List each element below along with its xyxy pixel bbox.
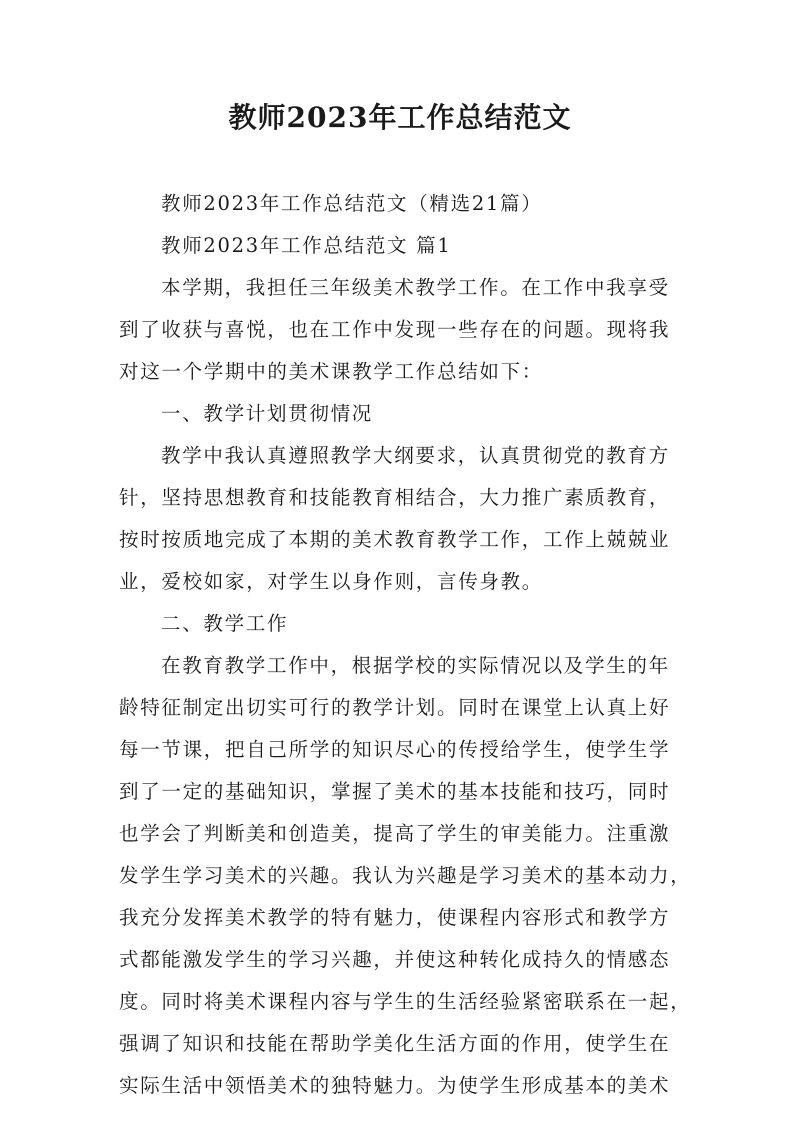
- body-line: 强调了知识和技能在帮助学美化生活方面的作用，使学生在: [119, 1032, 671, 1055]
- body-line: 二、教学工作: [161, 612, 289, 635]
- document-title: 教师2023年工作总结范文: [228, 101, 572, 134]
- body-line: 本学期，我担任三年级美术教学工作。在工作中我享受: [161, 276, 670, 299]
- body-line: 教师2023年工作总结范文 篇1: [161, 234, 452, 257]
- body-line: 到了收获与喜悦，也在工作中发现一些存在的问题。现将我: [119, 318, 671, 341]
- body-line: 业，爱校如家，对学生以身作则，言传身教。: [119, 570, 544, 593]
- body-line: 式都能激发学生的学习兴趣，并使这种转化成持久的情感态: [119, 948, 671, 971]
- body-line: 在教育教学工作中，根据学校的实际情况以及学生的年: [161, 654, 670, 677]
- body-line: 按时按质地完成了本期的美术教育教学工作，工作上兢兢业: [119, 528, 671, 551]
- body-line: 实际生活中领悟美术的独特魅力。为使学生形成基本的美术: [119, 1074, 671, 1097]
- body-line: 教师2023年工作总结范文（精选21篇）: [161, 192, 543, 215]
- document-body: [119, 183, 692, 1107]
- body-line: 对这一个学期中的美术课教学工作总结如下：: [119, 360, 544, 383]
- body-line: 我充分发挥美术教学的特有魅力，使课程内容形式和教学方: [119, 906, 671, 929]
- body-line: 一、教学计划贯彻情况: [161, 402, 374, 425]
- body-line: 龄特征制定出切实可行的教学计划。同时在课堂上认真上好: [119, 696, 671, 719]
- body-line: 发学生学习美术的兴趣。我认为兴趣是学习美术的基本动力，: [119, 864, 692, 887]
- body-line: 度。同时将美术课程内容与学生的生活经验紧密联系在一起，: [119, 990, 692, 1013]
- body-line: 到了一定的基础知识，掌握了美术的基本技能和技巧，同时: [119, 780, 671, 803]
- body-line: 针，坚持思想教育和技能教育相结合，大力推广素质教育，: [119, 486, 671, 509]
- body-line: 也学会了判断美和创造美，提高了学生的审美能力。注重激: [119, 822, 671, 845]
- body-line: 教学中我认真遵照教学大纲要求，认真贯彻党的教育方: [161, 444, 670, 467]
- body-line: 每一节课，把自己所学的知识尽心的传授给学生，使学生学: [119, 738, 671, 761]
